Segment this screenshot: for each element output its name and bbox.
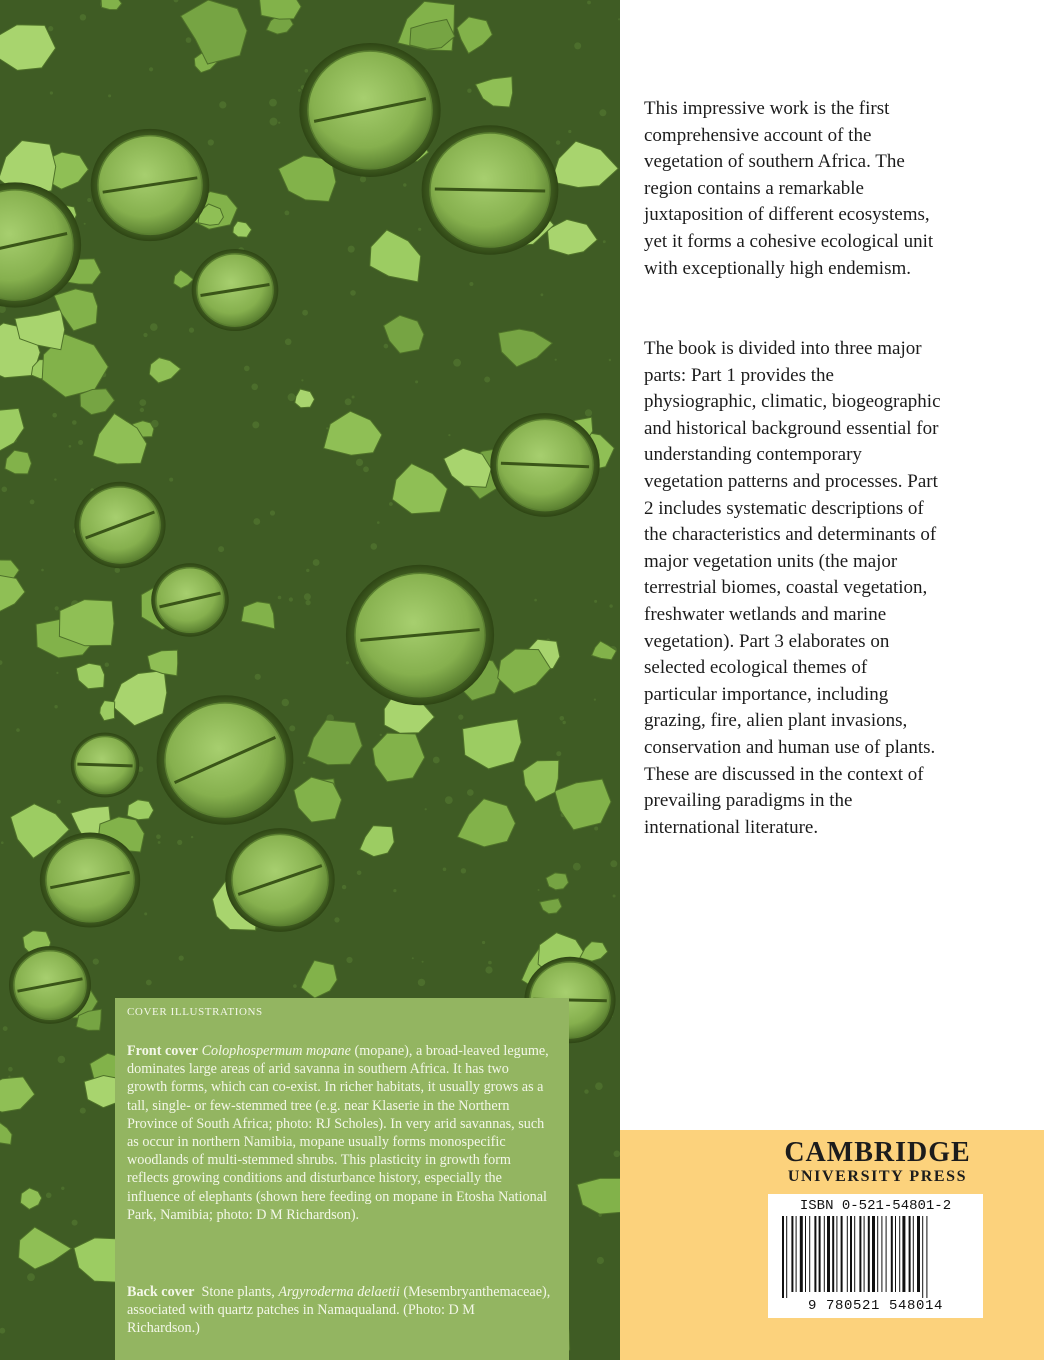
stone-plant xyxy=(299,43,440,177)
blurb-paragraph-1: This impressive work is the first comprehensive account of the vegetation of southern Africa. The region contains a remarkable juxtaposition of different ecosystems, yet it forms a cohesive ecological unit with exceptionally high endemism. xyxy=(644,98,934,279)
stone-plant xyxy=(490,413,599,517)
ean-number: 9 780521 548014 xyxy=(807,1298,944,1314)
back-cover-description: (Mesembryanthemaceae), associated with quartz patches in Namaqualand. (Photo: D M Richardson.) xyxy=(127,1284,551,1337)
cover-illustrations-box xyxy=(115,998,569,1360)
stone-plant xyxy=(422,125,559,255)
back-cover-species: Argyroderma delaetii xyxy=(278,1284,400,1300)
back-cover-caption xyxy=(127,1283,551,1338)
publisher-logo-name: CAMBRIDGE xyxy=(784,1137,971,1168)
quartz-pebble xyxy=(259,0,301,19)
stone-plant xyxy=(225,828,334,932)
cover-illustrations-heading: COVER ILLUSTRATIONS xyxy=(127,1006,263,1018)
back-cover-pre: Stone plants, xyxy=(201,1284,275,1300)
stone-plant xyxy=(40,832,140,927)
stone-plant xyxy=(74,482,165,568)
front-cover-label: Front cover xyxy=(127,1043,199,1059)
barcode-icon xyxy=(768,1216,983,1298)
stone-plant xyxy=(91,129,210,241)
barcode-block xyxy=(768,1194,983,1318)
back-cover-label: Back cover xyxy=(127,1284,195,1300)
stone-plant xyxy=(157,695,294,825)
blurb-paragraph-2: The book is divided into three major parts: Part 1 provides the physiographic, climatic, biogeographic and historical background essential for understanding contemporary vegetation patterns and processes. Part 2 includes systematic descriptions of the characteristics and determinants of major vegetation units (the major terrestrial biomes, coastal vegetation, freshwater wetlands and marine vegetation). Part 3 elaborates on selected ecological themes of particular importance, including grazing, fire, alien plant invasions, conservation and human use of plants. These are discussed in the context of prevailing paradigms in the international literature. xyxy=(644,338,941,838)
isbn-number: ISBN 0-521-54801-2 xyxy=(799,1198,952,1214)
front-cover-description: (mopane), a broad-leaved legume, dominates large areas of arid savanna in southern Africa. It has two growth forms, which can co-exist. In richer habitats, it usually grows as a tall, single- or few-stemmed tree (e.g. near Klaserie in the Northern Province of South Africa; photo: RJ Scholes). In very arid savannas, such as occur in northern Namibia, mopane usually forms monospecific woodlands of multi-stemmed shrubs. This plasticity in growth form reflects growing conditions and disturbance history, especially the influence of elephants (shown here feeding on mopane in Etosha National Park, Namibia; photo: D M Richardson). xyxy=(127,1043,549,1223)
publisher-panel xyxy=(620,1130,1044,1360)
stone-plant xyxy=(346,565,494,705)
stone-plant xyxy=(192,249,279,331)
front-cover-caption xyxy=(127,1042,551,1224)
stone-plant xyxy=(71,733,139,798)
stone-plant xyxy=(9,946,91,1024)
publisher-logo-subtitle: UNIVERSITY PRESS xyxy=(787,1168,968,1185)
stone-plant xyxy=(151,563,229,636)
front-cover-species: Colophospermum mopane xyxy=(201,1043,351,1059)
